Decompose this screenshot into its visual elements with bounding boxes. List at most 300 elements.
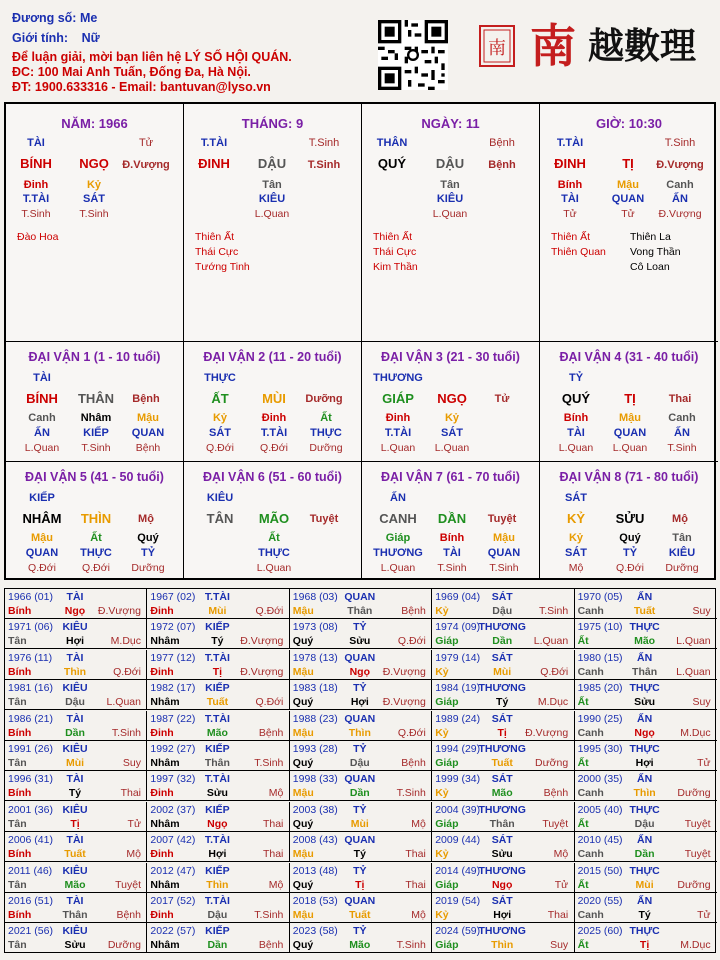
header bbox=[0, 0, 720, 100]
star-label: Thiên Quan bbox=[551, 246, 606, 258]
year-cell bbox=[147, 650, 289, 680]
year-phase: Bệnh bbox=[401, 757, 426, 769]
year-branch: Thìn bbox=[63, 665, 87, 678]
year-phase: Tuyệt bbox=[684, 817, 711, 830]
year-label: 1988 (23) bbox=[292, 712, 338, 725]
year-god: T.TÀI bbox=[204, 834, 230, 847]
pillar-stem-god: THÂN bbox=[376, 137, 408, 149]
year-god: KIÊU bbox=[62, 621, 88, 634]
dai-van-title: ĐẠI VẬN 1 (1 - 10 tuổi) bbox=[28, 350, 161, 364]
year-phase: Q.Đới bbox=[113, 665, 141, 678]
year-phase: Tuyệt bbox=[542, 817, 569, 830]
year-cell bbox=[290, 863, 432, 893]
year-phase: Mộ bbox=[411, 817, 426, 830]
year-branch: Dậu bbox=[207, 909, 228, 921]
year-cell bbox=[290, 741, 432, 771]
year-cell bbox=[147, 771, 289, 801]
year-cell bbox=[432, 619, 574, 649]
star-label: Thiên Ất bbox=[551, 231, 591, 243]
year-god: THỰC bbox=[629, 864, 660, 877]
dai-van-title: ĐẠI VẬN 8 (71 - 80 tuổi) bbox=[559, 470, 699, 484]
year-stem: Ất bbox=[577, 696, 589, 709]
year-phase: Tử bbox=[697, 757, 711, 769]
year-phase: M.Dục bbox=[680, 726, 711, 739]
year-label: 1978 (13) bbox=[292, 651, 338, 664]
year-cell bbox=[432, 802, 574, 832]
hidden-god: KIÊU bbox=[668, 547, 696, 559]
year-cell bbox=[575, 619, 717, 649]
year-label: 1991 (26) bbox=[8, 743, 53, 755]
year-branch: Mão bbox=[491, 787, 513, 800]
year-cell bbox=[5, 650, 147, 680]
year-label: 2007 (42) bbox=[150, 834, 196, 847]
dai-van-phase: Tuyệt bbox=[309, 513, 339, 525]
year-label: 2016 (51) bbox=[8, 895, 53, 907]
pillar-phase-top: Tử bbox=[138, 137, 154, 149]
hidden-stem: Tân bbox=[672, 532, 692, 544]
year-phase: Tử bbox=[697, 909, 711, 921]
year-phase: Thai bbox=[547, 909, 569, 921]
year-cell bbox=[290, 832, 432, 862]
year-stem: Mậu bbox=[292, 848, 314, 861]
year-phase: Suy bbox=[550, 939, 569, 952]
year-god: ẤN bbox=[637, 591, 653, 603]
year-cell bbox=[5, 802, 147, 832]
year-cell bbox=[290, 893, 432, 923]
hidden-stem: Bính bbox=[557, 179, 583, 191]
year-cell bbox=[432, 741, 574, 771]
year-stem: Ất bbox=[577, 878, 589, 891]
dai-van-god: TỶ bbox=[568, 372, 584, 384]
year-phase: Đ.Vượng bbox=[525, 726, 569, 739]
year-cell bbox=[432, 589, 574, 619]
dai-van-god: TÀI bbox=[33, 372, 51, 384]
hidden-stem: Kỷ bbox=[568, 532, 584, 544]
hidden-god: QUAN bbox=[131, 427, 165, 439]
year-label: 2009 (44) bbox=[435, 834, 481, 847]
hidden-stem: Mậu bbox=[31, 532, 53, 544]
hidden-god: QUAN bbox=[25, 547, 59, 559]
year-stem: Quý bbox=[292, 817, 314, 830]
year-label: 2024 (59) bbox=[435, 925, 481, 938]
hidden-stem: Quý bbox=[619, 532, 641, 544]
year-god: THỰC bbox=[629, 925, 660, 938]
year-cell bbox=[575, 711, 717, 741]
hidden-state: L.Quan bbox=[256, 562, 292, 574]
year-stem: Quý bbox=[292, 939, 314, 952]
year-stem: Quý bbox=[292, 757, 314, 769]
dai-van-branch: NGỌ bbox=[437, 391, 467, 406]
year-phase: M.Dục bbox=[110, 635, 141, 648]
year-god: TỶ bbox=[353, 864, 367, 877]
year-phase: Tử bbox=[554, 878, 569, 891]
year-label: 1970 (05) bbox=[577, 591, 623, 603]
dai-van-cell bbox=[362, 342, 540, 462]
year-god: TÀI bbox=[66, 773, 84, 786]
year-god: KIÊU bbox=[62, 925, 88, 938]
year-stem: Đinh bbox=[150, 909, 174, 921]
year-phase: Thai bbox=[262, 848, 284, 861]
year-branch: Tị bbox=[497, 726, 507, 739]
year-cell bbox=[5, 893, 147, 923]
year-cell bbox=[5, 832, 147, 862]
year-branch: Dần bbox=[207, 939, 228, 952]
hidden-god: SÁT bbox=[83, 193, 105, 205]
year-stem: Giáp bbox=[435, 817, 459, 830]
pillar-phase: Bệnh bbox=[488, 159, 516, 171]
year-god: KIÊU bbox=[62, 743, 88, 755]
year-branch: Ngọ bbox=[64, 605, 86, 617]
hidden-state: T.Sinh bbox=[437, 562, 467, 574]
year-label: 1993 (28) bbox=[292, 743, 338, 755]
year-god: SÁT bbox=[491, 651, 513, 664]
dai-van-cell bbox=[184, 462, 362, 578]
year-branch: Tị bbox=[70, 817, 80, 830]
year-phase: Dưỡng bbox=[677, 878, 711, 891]
year-stem: Đinh bbox=[150, 787, 174, 800]
dai-van-cell bbox=[184, 342, 362, 462]
year-phase: M.Dục bbox=[680, 939, 711, 952]
dai-van-phase: Thai bbox=[668, 393, 692, 405]
svg-text:南: 南 bbox=[530, 19, 576, 72]
dai-van-god: THƯƠNG bbox=[373, 372, 423, 384]
year-branch: Tị bbox=[355, 878, 365, 891]
hidden-stem: Kỷ bbox=[86, 179, 102, 191]
year-god: THỰC bbox=[629, 743, 660, 755]
hidden-state: Đ.Vượng bbox=[658, 208, 702, 220]
year-label: 1990 (25) bbox=[577, 712, 623, 725]
hidden-stem: Mậu bbox=[619, 412, 641, 424]
year-branch: Ngọ bbox=[207, 817, 228, 830]
year-god: KIÊU bbox=[62, 682, 88, 695]
year-phase: T.Sinh bbox=[254, 909, 284, 921]
year-phase: Suy bbox=[692, 696, 711, 709]
hidden-god: SÁT bbox=[209, 427, 231, 439]
year-phase: Q.Đới bbox=[255, 696, 284, 709]
year-label: 2020 (55) bbox=[577, 895, 623, 907]
year-phase: T.Sinh bbox=[111, 726, 141, 739]
name-value: Me bbox=[79, 11, 98, 25]
year-god: ẤN bbox=[637, 834, 653, 847]
hidden-state: Q.Đới bbox=[206, 442, 234, 454]
year-cell bbox=[290, 589, 432, 619]
year-cell bbox=[432, 832, 574, 862]
dai-van-title: ĐẠI VẬN 6 (51 - 60 tuổi) bbox=[203, 470, 342, 484]
year-phase: Mộ bbox=[126, 848, 141, 861]
year-label: 2002 (37) bbox=[150, 803, 196, 816]
year-label: 2019 (54) bbox=[435, 895, 481, 907]
year-label: 1983 (18) bbox=[292, 682, 338, 695]
hidden-state: L.Quan bbox=[380, 562, 416, 574]
pillar-branch: TỊ bbox=[622, 156, 634, 171]
hidden-god: T.TÀI bbox=[384, 427, 412, 439]
year-phase: Đ.Vượng bbox=[382, 665, 426, 678]
year-stem: Nhâm bbox=[150, 817, 180, 830]
hidden-state: Q.Đới bbox=[28, 562, 56, 574]
pillar-phase: T.Sinh bbox=[307, 159, 341, 171]
year-phase: L.Quan bbox=[533, 635, 569, 648]
year-cell bbox=[575, 923, 717, 953]
hidden-god: QUAN bbox=[613, 427, 647, 439]
hidden-god: SÁT bbox=[565, 547, 587, 559]
year-branch: Dần bbox=[634, 848, 655, 861]
year-branch: Thân bbox=[489, 817, 515, 830]
year-god: SÁT bbox=[491, 773, 513, 786]
year-god: QUAN bbox=[344, 834, 376, 847]
year-stem: Canh bbox=[577, 848, 604, 861]
dai-van-god: ẤN bbox=[390, 492, 406, 504]
year-label: 1977 (12) bbox=[150, 651, 196, 664]
year-phase: T.Sinh bbox=[396, 939, 426, 952]
year-god: ẤN bbox=[637, 651, 653, 664]
hidden-stem: Đinh bbox=[261, 412, 287, 424]
hidden-god: KIÊU bbox=[258, 193, 286, 205]
year-cell bbox=[432, 650, 574, 680]
year-branch: Thân bbox=[347, 605, 373, 617]
hidden-god: THỰC bbox=[258, 547, 290, 559]
pillar-branch: DẬU bbox=[435, 156, 465, 171]
hidden-stem: Bính bbox=[439, 532, 465, 544]
year-phase: T.Sinh bbox=[396, 787, 426, 800]
hidden-god: KIẾP bbox=[83, 427, 109, 439]
year-branch: Thân bbox=[632, 665, 658, 678]
year-branch: Mùi bbox=[493, 665, 512, 678]
year-label: 1996 (31) bbox=[8, 773, 53, 786]
year-branch: Dần bbox=[492, 635, 513, 648]
year-cell bbox=[290, 680, 432, 710]
hidden-stem: Ất bbox=[90, 532, 102, 544]
hidden-god: TÀI bbox=[561, 193, 579, 205]
year-cell bbox=[432, 893, 574, 923]
year-label: 1981 (16) bbox=[8, 682, 53, 695]
gender-label: Giới tính: bbox=[12, 31, 69, 45]
year-label: 1971 (06) bbox=[8, 621, 53, 634]
hidden-stem: Mậu bbox=[137, 412, 159, 424]
year-cell bbox=[147, 741, 289, 771]
year-cell bbox=[5, 923, 147, 953]
year-cell bbox=[575, 680, 717, 710]
year-stem: Nhâm bbox=[150, 757, 180, 769]
year-god: THƯƠNG bbox=[478, 864, 526, 877]
year-cell bbox=[432, 923, 574, 953]
year-phase: T.Sinh bbox=[539, 605, 569, 617]
year-stem: Kỷ bbox=[435, 848, 449, 861]
year-cell bbox=[5, 741, 147, 771]
dai-van-cell bbox=[540, 462, 718, 578]
year-phase: Dưỡng bbox=[107, 939, 141, 952]
hidden-god: ẤN bbox=[674, 427, 690, 439]
year-branch: Thìn bbox=[348, 726, 371, 739]
year-branch: Dậu bbox=[634, 817, 655, 830]
dai-van-title: ĐẠI VẬN 7 (61 - 70 tuổi) bbox=[381, 470, 520, 484]
hidden-state: T.Sinh bbox=[79, 208, 109, 220]
star-label: Thái Cực bbox=[373, 246, 417, 258]
hidden-stem: Kỷ bbox=[444, 412, 460, 424]
year-cell bbox=[575, 589, 717, 619]
year-cell bbox=[147, 802, 289, 832]
dai-van-stem: CANH bbox=[379, 511, 417, 526]
year-stem: Đinh bbox=[150, 848, 174, 861]
year-god: THƯƠNG bbox=[478, 925, 526, 938]
year-label: 1973 (08) bbox=[292, 621, 338, 634]
year-branch: Tuất bbox=[633, 605, 656, 617]
year-branch: Tị bbox=[639, 939, 650, 952]
year-label: 1995 (30) bbox=[577, 743, 623, 755]
year-phase: Bệnh bbox=[543, 787, 569, 800]
hidden-god: QUAN bbox=[487, 547, 521, 559]
star-label: Thái Cực bbox=[195, 246, 239, 258]
year-phase: Dưỡng bbox=[535, 757, 569, 769]
year-stem: Tân bbox=[8, 878, 27, 891]
year-stem: Tân bbox=[8, 817, 27, 830]
year-stem: Bính bbox=[8, 909, 32, 921]
hidden-stem: Kỷ bbox=[212, 412, 228, 424]
dai-van-cell bbox=[362, 462, 540, 578]
dai-van-cell bbox=[540, 342, 718, 462]
year-phase: Tuyệt bbox=[115, 878, 141, 891]
dai-van-phase: Tuyệt bbox=[487, 513, 517, 525]
year-stem: Ất bbox=[577, 635, 589, 648]
year-stem: Kỷ bbox=[435, 787, 449, 800]
star-label: Cô Loan bbox=[630, 261, 670, 273]
year-stem: Đinh bbox=[150, 726, 174, 739]
hidden-state: Dưỡng bbox=[309, 442, 343, 454]
year-cell bbox=[575, 741, 717, 771]
year-label: 1968 (03) bbox=[292, 591, 338, 603]
star-label: Thiên Ất bbox=[195, 231, 235, 243]
year-stem: Canh bbox=[577, 787, 604, 800]
year-god: ẤN bbox=[637, 773, 653, 786]
year-stem: Kỷ bbox=[435, 909, 449, 921]
dai-van-god: KIÊU bbox=[206, 492, 234, 504]
year-stem: Ất bbox=[577, 757, 589, 769]
year-branch: Tuất bbox=[64, 848, 86, 861]
dai-van-phase: Bệnh bbox=[132, 393, 160, 405]
year-god: QUAN bbox=[344, 895, 376, 907]
year-cell bbox=[432, 863, 574, 893]
hidden-god: SÁT bbox=[441, 427, 463, 439]
year-stem: Giáp bbox=[435, 635, 459, 648]
year-god: QUAN bbox=[344, 591, 376, 603]
year-god: KIÊU bbox=[62, 803, 88, 816]
year-stem: Nhâm bbox=[150, 878, 180, 891]
year-cell bbox=[147, 863, 289, 893]
year-cell bbox=[290, 650, 432, 680]
year-stem: Mậu bbox=[292, 726, 314, 739]
year-label: 1982 (17) bbox=[150, 682, 196, 695]
year-stem: Mậu bbox=[292, 787, 314, 800]
year-god: TÀI bbox=[66, 834, 84, 847]
year-branch: Sửu bbox=[206, 787, 228, 800]
year-label: 2011 (46) bbox=[8, 864, 53, 877]
dai-van-title: ĐẠI VẬN 2 (11 - 20 tuổi) bbox=[203, 350, 342, 364]
hidden-state: Dưỡng bbox=[131, 562, 165, 574]
year-phase: Tử bbox=[127, 817, 141, 830]
contact-line-1: Để luận giải, mời bạn liên hệ LÝ SỐ HỘI QUÁN. bbox=[12, 50, 292, 64]
year-phase: T.Sinh bbox=[254, 757, 284, 769]
year-branch: Sửu bbox=[349, 635, 371, 648]
year-phase: Mộ bbox=[268, 878, 284, 891]
year-phase: Mộ bbox=[411, 909, 426, 921]
year-stem: Bính bbox=[8, 787, 32, 800]
dai-van-stem: ẤT bbox=[211, 391, 229, 406]
dai-van-branch: SỬU bbox=[615, 511, 645, 526]
pillar-branch: NGỌ bbox=[79, 156, 109, 171]
year-stem: Nhâm bbox=[150, 939, 180, 952]
year-phase: Mộ bbox=[268, 787, 284, 800]
hidden-god: TỶ bbox=[622, 547, 638, 559]
year-god: TỶ bbox=[353, 925, 367, 938]
hidden-stem: Giáp bbox=[385, 532, 411, 544]
year-stem: Quý bbox=[292, 696, 314, 709]
svg-text:南: 南 bbox=[488, 38, 506, 59]
year-branch: Tý bbox=[496, 696, 509, 709]
year-god: THƯƠNG bbox=[478, 803, 526, 816]
dai-van-branch: THÂN bbox=[77, 391, 115, 406]
hidden-stem: Bính bbox=[563, 412, 589, 424]
year-branch: Ngọ bbox=[491, 878, 513, 891]
year-cell bbox=[5, 711, 147, 741]
year-cell bbox=[575, 650, 717, 680]
year-stem: Giáp bbox=[435, 878, 459, 891]
year-phase: Thai bbox=[405, 878, 426, 891]
year-stem: Kỷ bbox=[435, 726, 449, 739]
year-god: SÁT bbox=[491, 895, 513, 907]
year-stem: Giáp bbox=[435, 939, 459, 952]
dai-van-title: ĐẠI VẬN 3 (21 - 30 tuổi) bbox=[381, 350, 520, 364]
pillar-stem-god: TÀI bbox=[27, 137, 45, 149]
year-branch: Hợi bbox=[208, 848, 227, 861]
hidden-state: T.Sinh bbox=[21, 208, 51, 220]
year-phase: Bệnh bbox=[401, 605, 426, 617]
hidden-god: THỰC bbox=[80, 547, 112, 559]
pillar-phase-top: T.Sinh bbox=[664, 137, 696, 149]
year-god: THỰC bbox=[629, 621, 660, 634]
hidden-god: TỶ bbox=[140, 547, 156, 559]
year-label: 1980 (15) bbox=[577, 651, 623, 664]
year-branch: Tý bbox=[638, 909, 651, 921]
year-stem: Ất bbox=[577, 817, 589, 830]
hidden-god: THỰC bbox=[310, 427, 342, 439]
hidden-state: L.Quan bbox=[558, 442, 594, 454]
year-label: 2012 (47) bbox=[150, 864, 196, 877]
year-phase: Thai bbox=[262, 817, 284, 830]
year-stem: Mậu bbox=[292, 665, 314, 678]
dai-van-god: KIẾP bbox=[29, 492, 55, 504]
pillars-and-dai-van-grid bbox=[4, 102, 716, 580]
year-stem: Đinh bbox=[150, 605, 174, 617]
year-stem: Bính bbox=[8, 848, 32, 861]
year-god: KIÊU bbox=[62, 864, 88, 877]
year-stem: Nhâm bbox=[150, 635, 180, 648]
year-phase: Dưỡng bbox=[677, 787, 711, 800]
year-branch: Mùi bbox=[350, 817, 369, 830]
logo bbox=[478, 10, 710, 72]
year-branch: Mão bbox=[64, 878, 86, 891]
pillar-title: NĂM: 1966 bbox=[61, 116, 128, 131]
year-god: TỶ bbox=[353, 621, 367, 634]
year-label: 1967 (02) bbox=[150, 591, 196, 603]
year-branch: Tuất bbox=[491, 757, 513, 769]
year-god: KIẾP bbox=[205, 803, 230, 816]
hidden-god: QUAN bbox=[611, 193, 645, 205]
year-branch: Mão bbox=[206, 726, 228, 739]
year-branch: Dậu bbox=[492, 605, 513, 617]
hidden-state: Mộ bbox=[568, 562, 584, 574]
year-stem: Tân bbox=[8, 696, 27, 709]
year-cell bbox=[5, 680, 147, 710]
year-label: 2023 (58) bbox=[292, 925, 338, 938]
